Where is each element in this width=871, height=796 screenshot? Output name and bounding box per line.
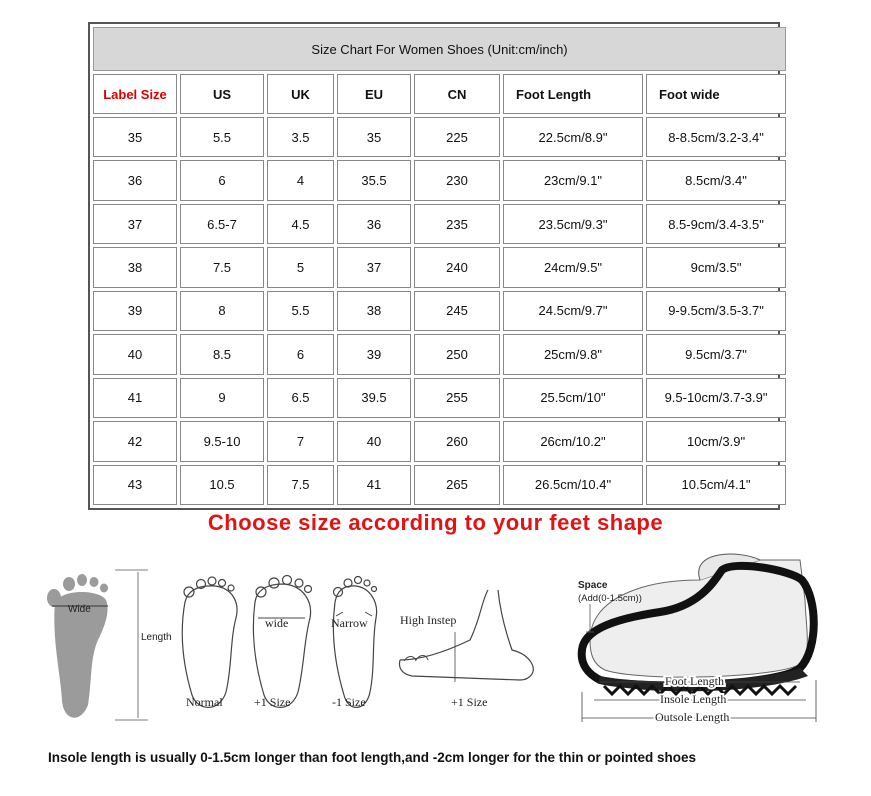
normal-label: Normal xyxy=(186,695,223,709)
table-cell: 230 xyxy=(414,160,500,200)
table-cell: 43 xyxy=(93,465,177,506)
wide-foot-icon xyxy=(253,576,311,708)
table-cell: 36 xyxy=(337,204,411,244)
table-row xyxy=(93,117,786,157)
header-foot-length: Foot Length xyxy=(503,74,643,114)
table-cell: 4.5 xyxy=(267,204,334,244)
normal-foot-icon xyxy=(182,577,237,707)
table-cell: 41 xyxy=(337,465,411,506)
table-cell: 37 xyxy=(93,204,177,244)
table-row xyxy=(93,291,786,331)
table-cell: 8.5-9cm/3.4-3.5" xyxy=(646,204,786,244)
table-cell: 37 xyxy=(337,247,411,287)
table-cell: 8 xyxy=(180,291,264,331)
table-cell: 5.5 xyxy=(180,117,264,157)
insole-footnote: Insole length is usually 0-1.5cm longer than foot length,and -2cm longer for the thin or pointed shoes xyxy=(48,750,697,765)
wide-foot-label: wide xyxy=(265,616,289,630)
table-cell: 24cm/9.5" xyxy=(503,247,643,287)
table-cell: 22.5cm/8.9" xyxy=(503,117,643,157)
table-cell: 35.5 xyxy=(337,160,411,200)
feet-shape-diagram xyxy=(0,540,871,750)
plus1b-label: +1 Size xyxy=(451,695,488,709)
table-cell: 9.5-10cm/3.7-3.9" xyxy=(646,378,786,418)
table-cell: 240 xyxy=(414,247,500,287)
table-cell: 9.5-10 xyxy=(180,421,264,461)
table-cell: 42 xyxy=(93,421,177,461)
plus1-label: +1 Size xyxy=(254,695,291,709)
narrow-foot-label: Narrow xyxy=(331,616,368,630)
table-cell: 6 xyxy=(180,160,264,200)
table-cell: 245 xyxy=(414,291,500,331)
table-cell: 8.5cm/3.4" xyxy=(646,160,786,200)
table-cell: 26.5cm/10.4" xyxy=(503,465,643,506)
table-row xyxy=(93,204,786,244)
table-cell: 3.5 xyxy=(267,117,334,157)
table-cell: 250 xyxy=(414,334,500,374)
table-row xyxy=(93,421,786,461)
header-eu: EU xyxy=(337,74,411,114)
table-row xyxy=(93,378,786,418)
header-label-size: Label Size xyxy=(93,74,177,114)
table-cell: 25cm/9.8" xyxy=(503,334,643,374)
table-cell: 5 xyxy=(267,247,334,287)
narrow-foot-icon xyxy=(333,577,376,708)
high-instep-foot-icon xyxy=(400,590,534,682)
size-chart-table xyxy=(88,22,780,510)
length-label: Length xyxy=(141,632,172,643)
table-cell: 260 xyxy=(414,421,500,461)
table-row xyxy=(93,334,786,374)
table-cell: 24.5cm/9.7" xyxy=(503,291,643,331)
table-cell: 38 xyxy=(93,247,177,287)
header-foot-wide: Foot wide xyxy=(646,74,786,114)
table-cell: 10cm/3.9" xyxy=(646,421,786,461)
outsole-length-label: Outsole Length xyxy=(655,710,730,724)
table-cell: 41 xyxy=(93,378,177,418)
table-row xyxy=(93,160,786,200)
space-label: Space xyxy=(578,580,608,591)
table-cell: 235 xyxy=(414,204,500,244)
table-cell: 265 xyxy=(414,465,500,506)
table-cell: 35 xyxy=(93,117,177,157)
foot-length-label: Foot Length xyxy=(665,674,724,688)
table-row xyxy=(93,465,786,506)
table-cell: 39 xyxy=(93,291,177,331)
insole-length-label: Insole Length xyxy=(660,692,727,706)
table-cell: 4 xyxy=(267,160,334,200)
table-cell: 9cm/3.5" xyxy=(646,247,786,287)
table-cell: 6.5-7 xyxy=(180,204,264,244)
table-cell: 9 xyxy=(180,378,264,418)
header-cn: CN xyxy=(414,74,500,114)
table-row xyxy=(93,247,786,287)
table-cell: 6 xyxy=(267,334,334,374)
minus1-label: -1 Size xyxy=(332,695,366,709)
table-cell: 9.5cm/3.7" xyxy=(646,334,786,374)
wide-label: Wide xyxy=(68,604,91,615)
table-cell: 255 xyxy=(414,378,500,418)
high-instep-label: High Instep xyxy=(400,613,457,627)
table-cell: 25.5cm/10" xyxy=(503,378,643,418)
table-cell: 8.5 xyxy=(180,334,264,374)
table-cell: 39.5 xyxy=(337,378,411,418)
table-cell: 7 xyxy=(267,421,334,461)
header-us: US xyxy=(180,74,264,114)
table-cell: 23.5cm/9.3" xyxy=(503,204,643,244)
table-cell: 26cm/10.2" xyxy=(503,421,643,461)
table-header-row xyxy=(93,74,786,114)
table-cell: 36 xyxy=(93,160,177,200)
table-cell: 10.5cm/4.1" xyxy=(646,465,786,506)
table-cell: 8-8.5cm/3.2-3.4" xyxy=(646,117,786,157)
table-cell: 40 xyxy=(337,421,411,461)
table-cell: 39 xyxy=(337,334,411,374)
table-cell: 7.5 xyxy=(180,247,264,287)
table-cell: 9-9.5cm/3.5-3.7" xyxy=(646,291,786,331)
table-cell: 35 xyxy=(337,117,411,157)
table-cell: 23cm/9.1" xyxy=(503,160,643,200)
header-uk: UK xyxy=(267,74,334,114)
foot-silhouette-icon xyxy=(47,570,148,720)
table-cell: 5.5 xyxy=(267,291,334,331)
table-cell: 6.5 xyxy=(267,378,334,418)
choose-size-banner: Choose size according to your feet shape xyxy=(207,510,664,535)
table-title: Size Chart For Women Shoes (Unit:cm/inch) xyxy=(93,27,786,71)
space-add-label: (Add(0-1.5cm)) xyxy=(578,593,642,604)
table-cell: 225 xyxy=(414,117,500,157)
table-cell: 7.5 xyxy=(267,465,334,506)
table-cell: 10.5 xyxy=(180,465,264,506)
table-cell: 40 xyxy=(93,334,177,374)
table-cell: 38 xyxy=(337,291,411,331)
